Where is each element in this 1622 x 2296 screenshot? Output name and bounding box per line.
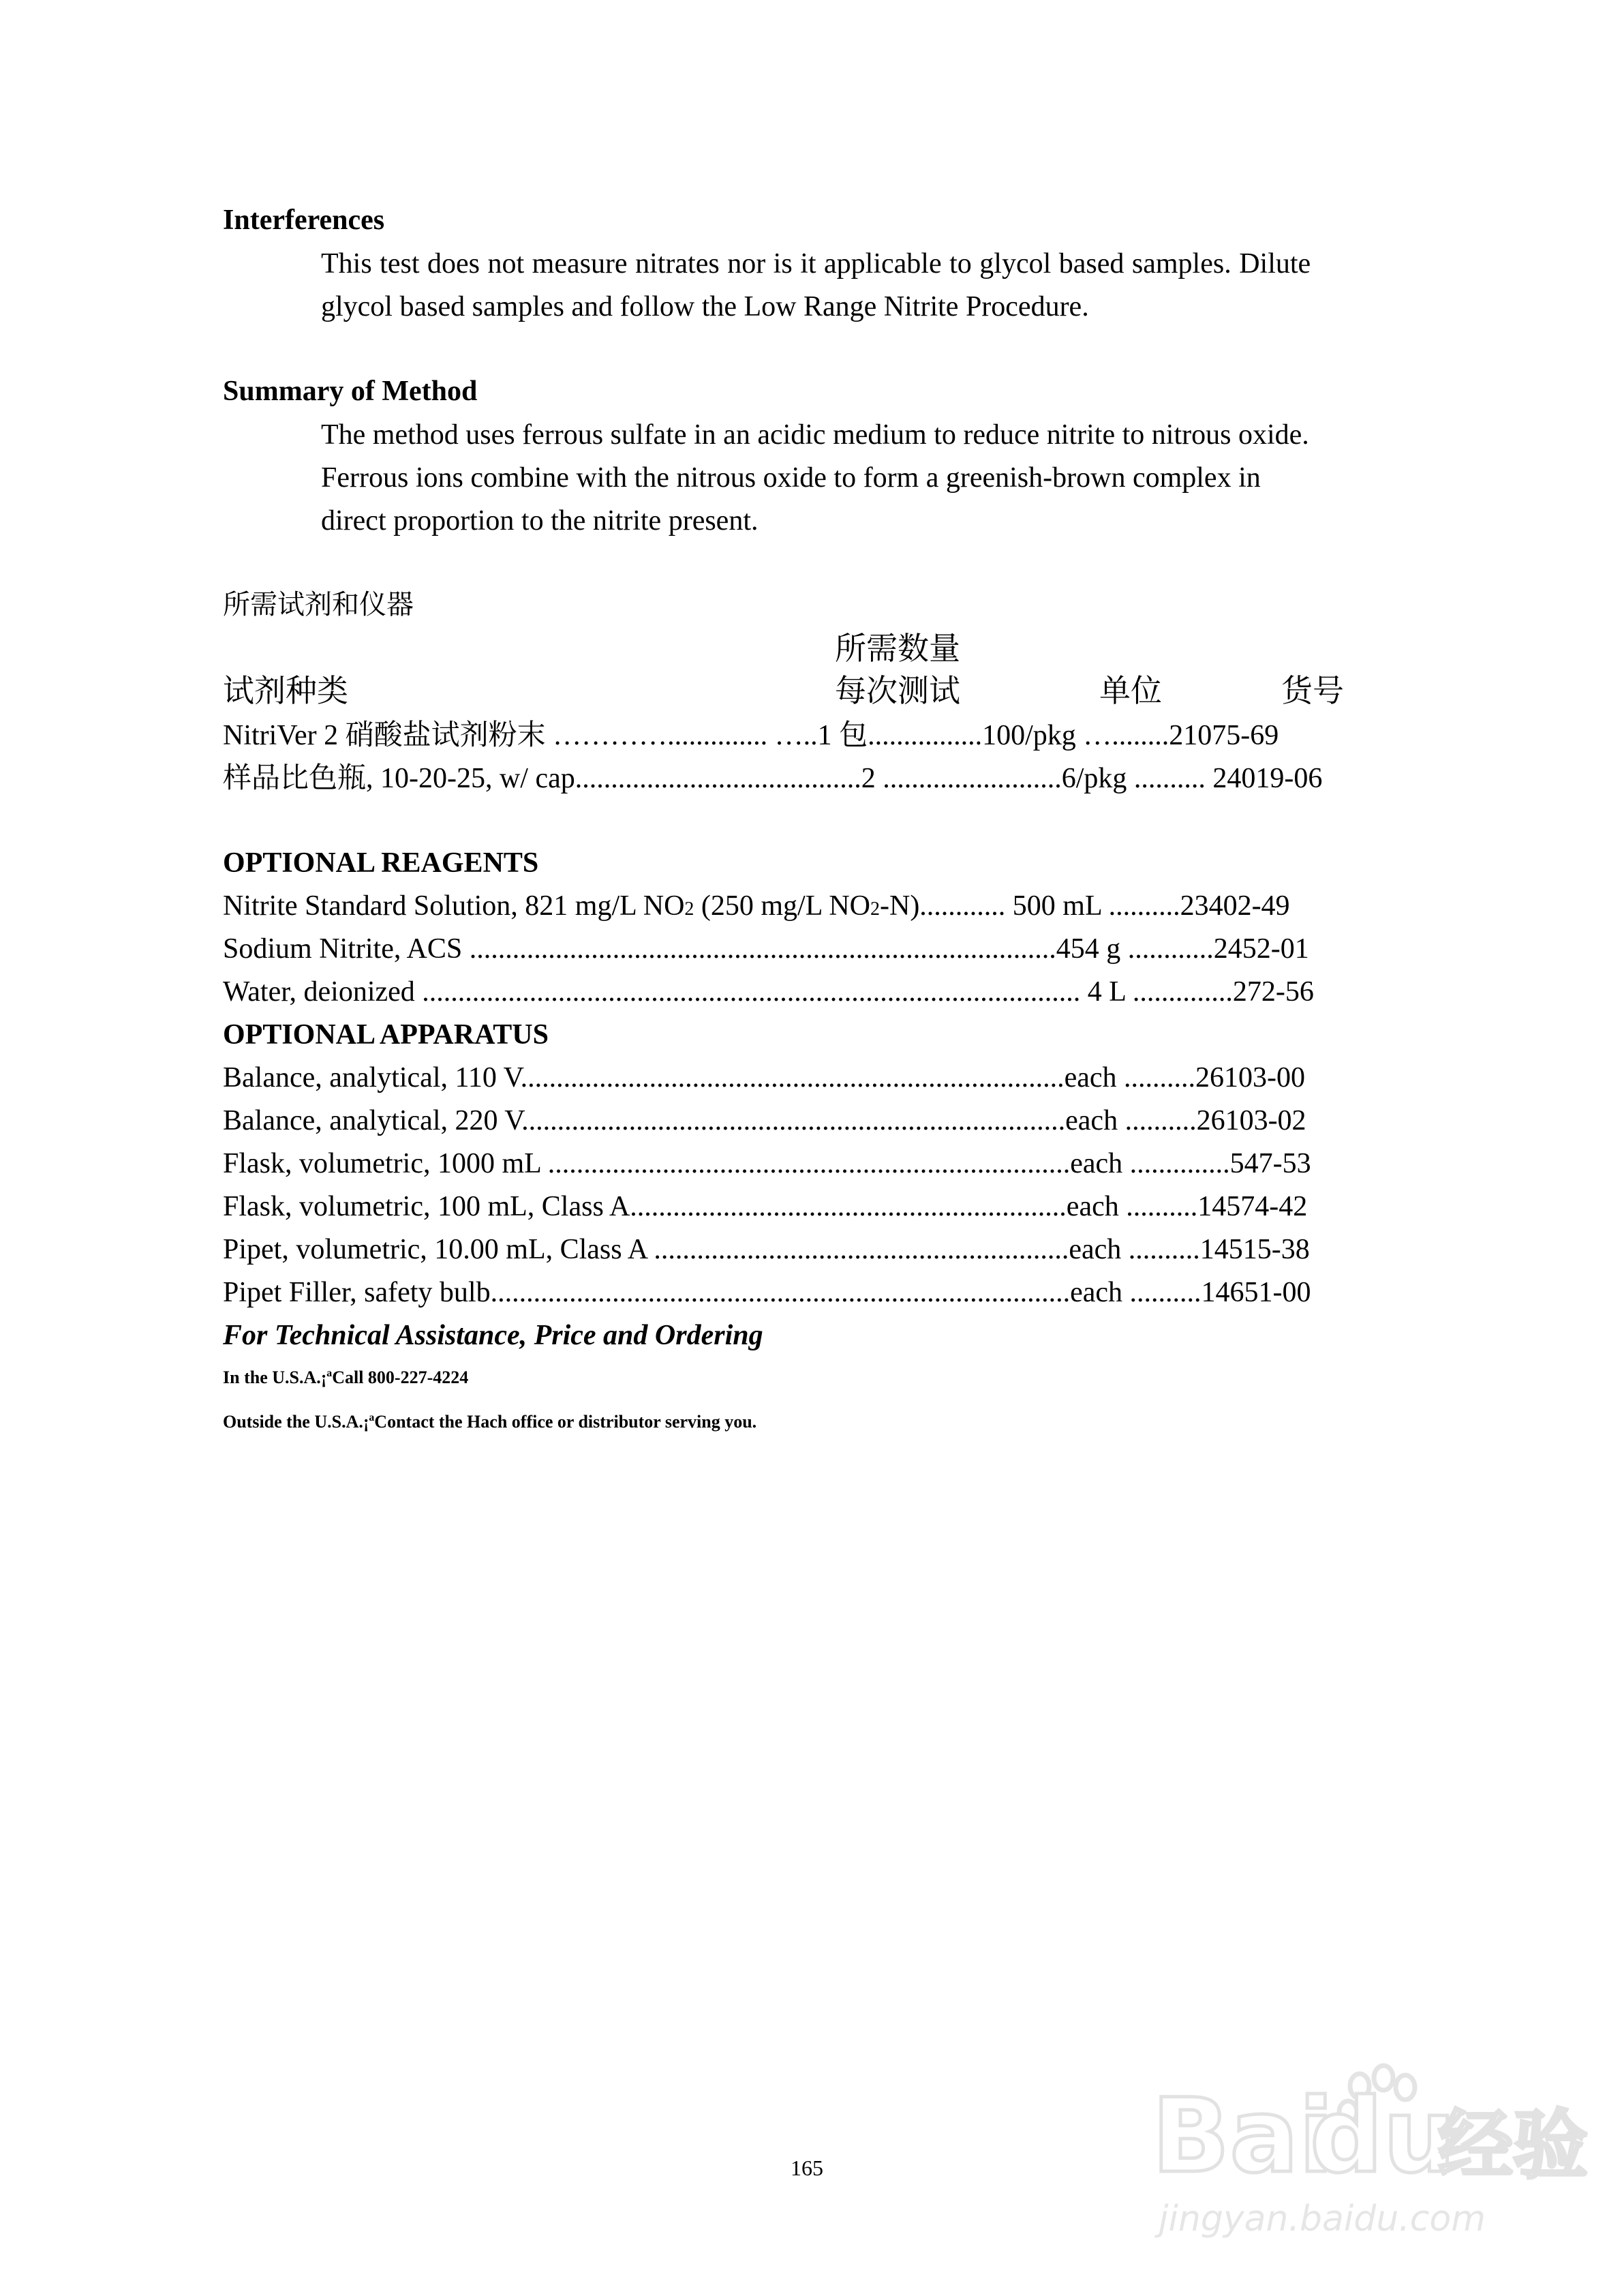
reagent-detail: (250 mg/L NO — [694, 890, 870, 922]
reagent-name: Nitrite Standard Solution, 821 mg/L NO — [223, 890, 685, 922]
summary-line-1: The method uses ferrous sulfate in an acidic medium to reduce nitrite to nitrous oxide. — [321, 419, 1309, 451]
summary-line-2: Ferrous ions combine with the nitrous oxide to form a greenish-brown complex in — [321, 462, 1261, 494]
optional-reagent-row: Water, deionized ............................................................................................ 4 L ..............272-56 — [223, 976, 1314, 1008]
apparatus-row: Pipet, volumetric, 10.00 mL, Class A ..........................................................each ..........14515-38 — [223, 1234, 1310, 1265]
subscript: 2 — [684, 898, 694, 920]
column-qty-line-1: 所需数量 — [835, 630, 960, 667]
optional-reagent-row: Sodium Nitrite, ACS ..................................................................................454 g ............2452-01 — [223, 933, 1309, 965]
watermark-cn: 经验 — [1438, 2102, 1588, 2189]
assistance-heading: For Technical Assistance, Price and Ordering — [223, 1320, 763, 1351]
baidu-watermark-logo — [1152, 2059, 1588, 2216]
summary-heading: Summary of Method — [223, 376, 478, 407]
apparatus-row: Balance, analytical, 110 V............................................................................each ..........26103-00 — [223, 1062, 1306, 1093]
column-qty-line-2: 每次测试 — [835, 672, 960, 709]
column-unit: 单位 — [1099, 672, 1162, 709]
required-row-sample-cell: 样品比色瓶, 10-20-25, w/ cap........................................2 .........................6/pkg .......... 24019-06 — [223, 763, 1323, 794]
watermark-brand-2: du — [1310, 2077, 1456, 2196]
column-catalog-number: 货号 — [1281, 672, 1344, 709]
watermark-brand: Bai — [1152, 2077, 1334, 2196]
optional-apparatus-heading: OPTIONAL APPARATUS — [223, 1019, 549, 1051]
apparatus-row: Pipet Filler, safety bulb.................................................................................each ..........14651-00 — [223, 1277, 1311, 1308]
column-reagent-type: 试剂种类 — [223, 672, 348, 709]
assistance-outside: Outside the U.S.A.¡ªContact the Hach office or distributor serving you. — [223, 1412, 757, 1432]
assistance-usa: In the U.S.A.¡ªCall 800-227-4224 — [223, 1368, 469, 1387]
required-row-nitriver: NitriVer 2 硝酸盐试剂粉末 ………….............. …..1 包................100/pkg …........21075-69 — [223, 720, 1279, 751]
summary-line-3: direct proportion to the nitrite present. — [321, 505, 759, 537]
optional-reagent-row — [223, 892, 1290, 920]
apparatus-row: Balance, analytical, 220 V............................................................................each ..........26103-02 — [223, 1105, 1306, 1136]
interferences-line-1: This test does not measure nitrates nor is it applicable to glycol based samples. Dilute — [321, 248, 1311, 280]
page-number: 165 — [791, 2156, 823, 2180]
interferences-line-2: glycol based samples and follow the Low Range Nitrite Procedure. — [321, 291, 1089, 322]
subscript: 2 — [870, 898, 880, 920]
interferences-heading: Interferences — [223, 205, 385, 236]
apparatus-row: Flask, volumetric, 100 mL, Class A.............................................................each ..........14574-42 — [223, 1191, 1308, 1222]
required-heading: 所需试剂和仪器 — [223, 589, 414, 620]
reagent-rest: -N)............ 500 mL ..........23402-49 — [880, 890, 1290, 922]
optional-reagents-heading: OPTIONAL REAGENTS — [223, 847, 539, 879]
watermark-url: jingyan.baidu.com — [1159, 2199, 1486, 2239]
apparatus-row: Flask, volumetric, 1000 mL .........................................................................each ..............547-53 — [223, 1148, 1311, 1179]
